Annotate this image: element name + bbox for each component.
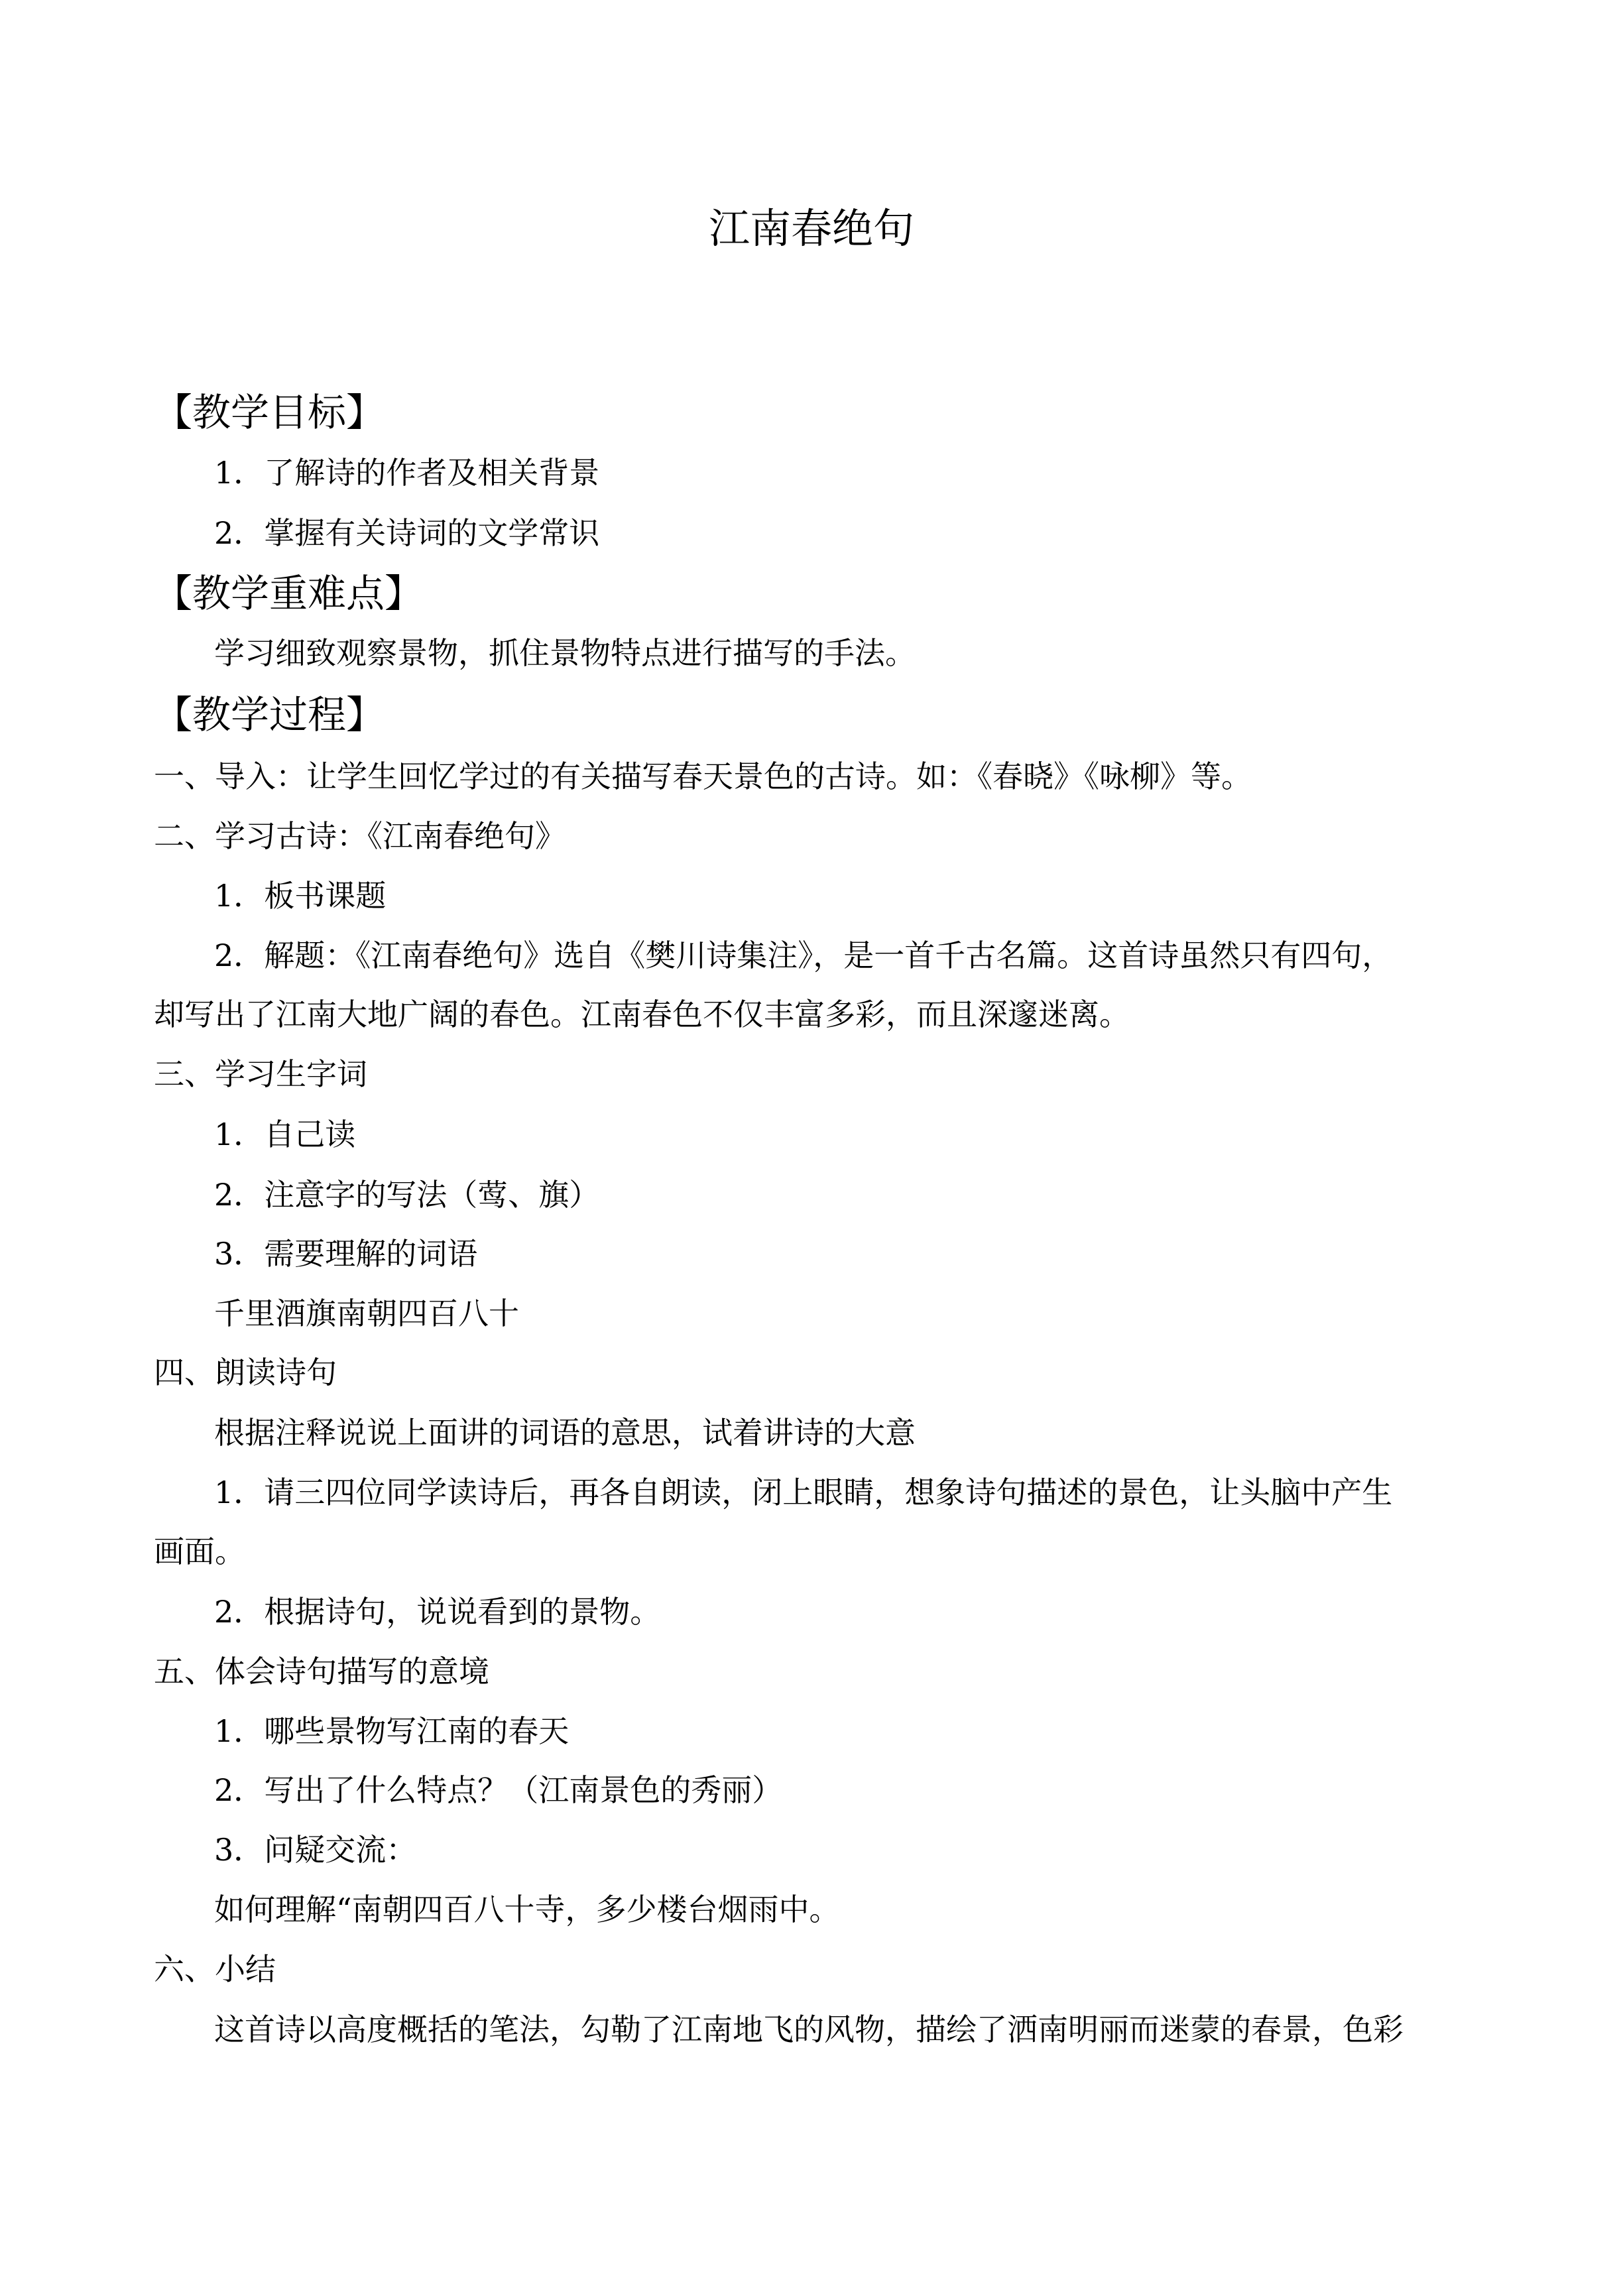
process-step-5-item-2: 2．写出了什么特点？（江南景色的秀丽） <box>214 1772 783 1808</box>
process-step-4-item-1: 1．请三四位同学读诗后，再各自朗读，闭上眼睛，想象诗句描述的景色，让头脑中产生 <box>214 1475 1393 1510</box>
process-step-6: 六、小结 <box>154 1951 276 1987</box>
goal-item-1: 1．了解诗的作者及相关背景 <box>214 455 600 491</box>
process-step-3-words: 千里酒旗南朝四百八十 <box>214 1296 519 1331</box>
process-step-2-item-2-cont: 却写出了江南大地广阔的春色。江南春色不仅丰富多彩，而且深邃迷离。 <box>154 997 1130 1032</box>
process-step-4-item-1-cont: 画面。 <box>154 1534 245 1569</box>
process-step-3-item-3: 3．需要理解的词语 <box>214 1236 478 1272</box>
goal-item-2: 2．掌握有关诗词的文学常识 <box>214 515 600 551</box>
process-step-3-item-1: 1．自己读 <box>214 1117 356 1152</box>
document-title: 江南春绝句 <box>708 204 914 253</box>
process-step-5-item-3: 3．问疑交流： <box>214 1832 417 1868</box>
process-step-2-item-2: 2．解题：《江南春绝句》选自《樊川诗集注》，是一首千古名篇。这首诗虽然只有四句， <box>214 937 1393 973</box>
process-step-4-item-2: 2．根据诗句，说说看到的景物。 <box>214 1594 661 1630</box>
focus-heading: 【教学重难点】 <box>154 571 424 616</box>
process-intro: 一、导入：让学生回忆学过的有关描写春天景色的古诗。如：《春晓》《咏柳》等。 <box>154 758 1252 794</box>
process-step-4-intro: 根据注释说说上面讲的词语的意思，试着讲诗的大意 <box>214 1415 916 1451</box>
goals-heading: 【教学目标】 <box>154 390 385 435</box>
focus-text: 学习细致观察景物，抓住景物特点进行描写的手法。 <box>214 635 916 671</box>
process-step-3: 三、学习生字词 <box>154 1056 367 1092</box>
process-heading: 【教学过程】 <box>154 692 385 737</box>
process-step-5-item-1: 1．哪些景物写江南的春天 <box>214 1713 570 1749</box>
process-step-6-text: 这首诗以高度概括的笔法，勾勒了江南地飞的风物，描绘了洒南明丽而迷蒙的春景，色彩 <box>214 2012 1404 2047</box>
process-step-5: 五、体会诗句描写的意境 <box>154 1654 489 1689</box>
process-step-2: 二、学习古诗：《江南春绝句》 <box>154 818 566 854</box>
process-step-4: 四、朗读诗句 <box>154 1355 337 1390</box>
process-step-2-item-1: 1．板书课题 <box>214 878 387 914</box>
process-step-5-question: 如何理解“南朝四百八十寺，多少楼台烟雨中。 <box>214 1892 840 1927</box>
process-step-3-item-2: 2．注意字的写法（莺、旗） <box>214 1177 600 1213</box>
